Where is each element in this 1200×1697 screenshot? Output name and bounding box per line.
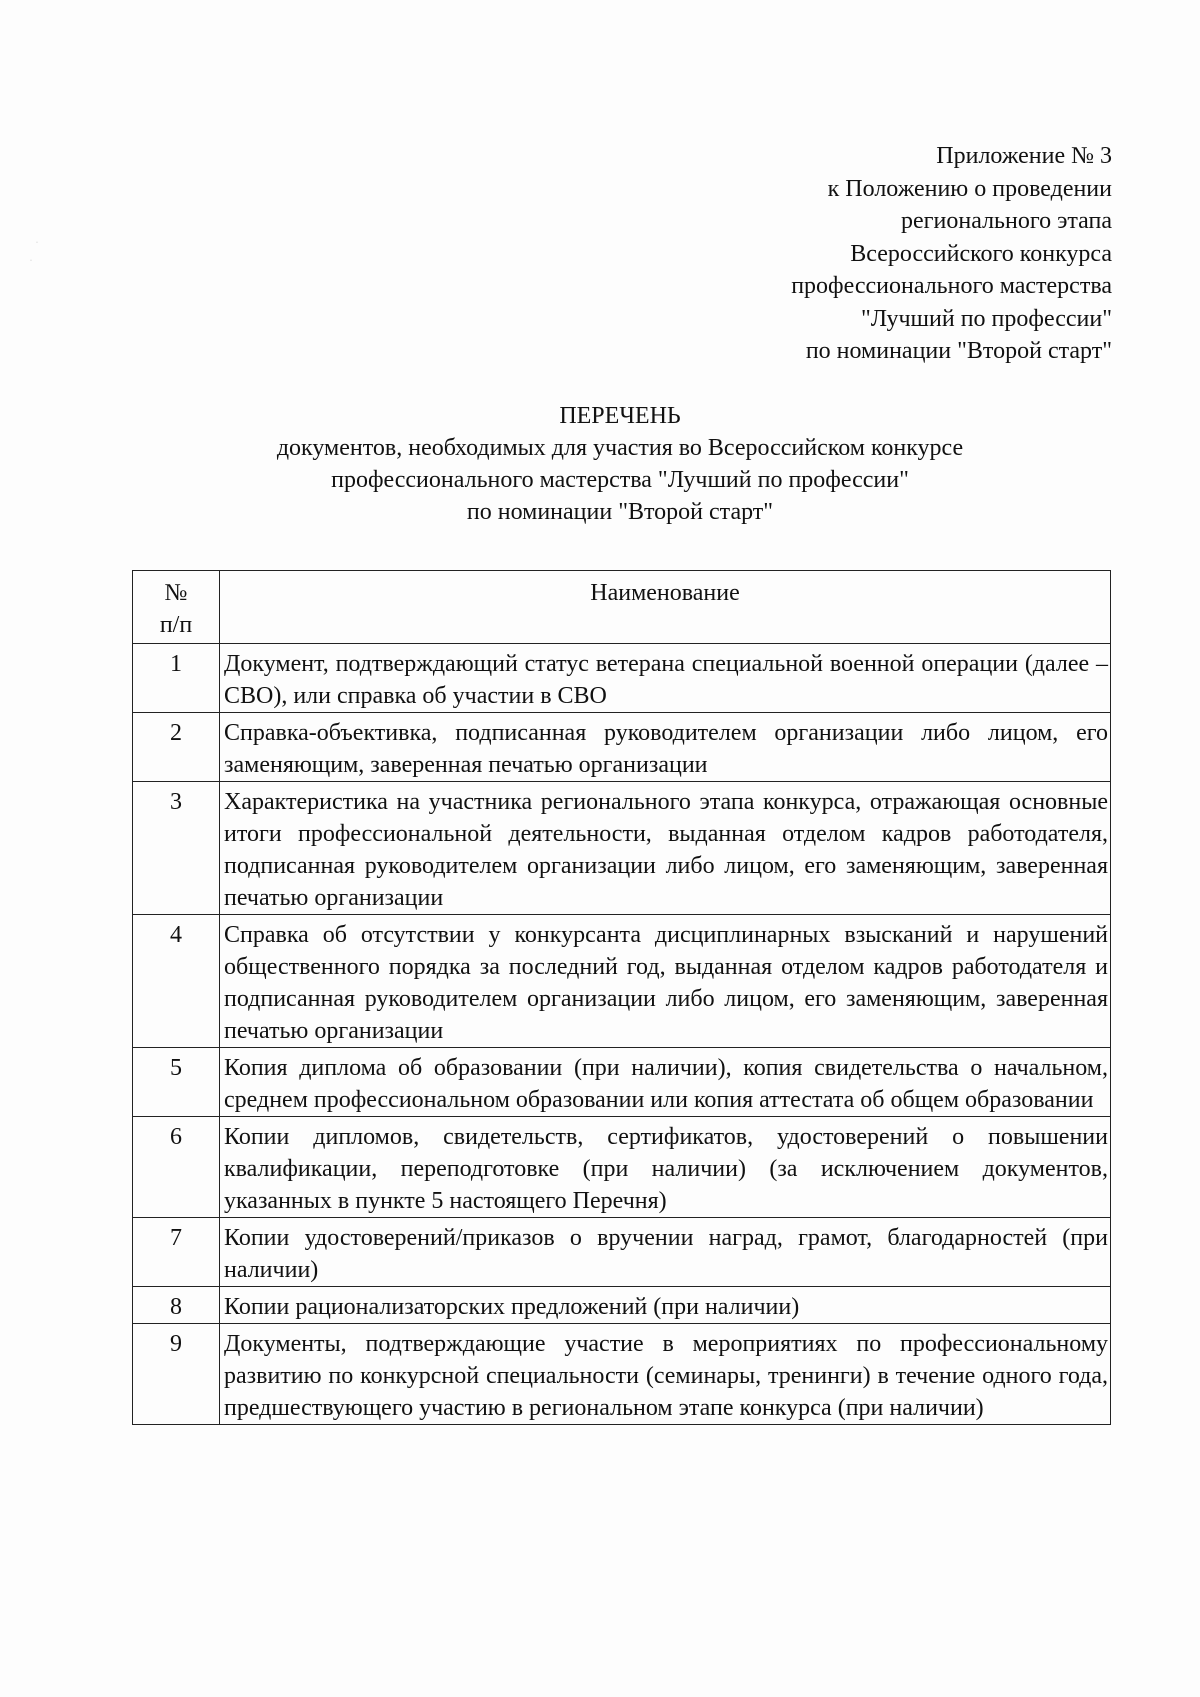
title-heading: ПЕРЕЧЕНЬ (559, 403, 681, 429)
header-name-cell: Наименование (220, 571, 1111, 644)
header-num-symbol: № (164, 580, 188, 606)
appendix-line: к Положению о проведении (827, 175, 1112, 202)
row-number: 3 (133, 782, 220, 915)
row-document-name: Копии удостоверений/приказов о вручении наград, грамот, благодарностей (при наличии) (220, 1218, 1111, 1287)
table-row (133, 782, 1111, 915)
appendix-line: Приложение № 3 (936, 143, 1112, 169)
row-document-name: Копии дипломов, свидетельств, сертификатов, удостоверений о повышении квалификации, переподготовке (при наличии) (за исключением документов, указанных в пункте 5 настоящего Перечня) (220, 1117, 1111, 1218)
appendix-line: профессионального мастерства (791, 273, 1112, 299)
row-number: 2 (133, 713, 220, 782)
row-document-name: Справка об отсутствии у конкурсанта дисциплинарных взысканий и нарушений общественного порядка за последний год, выданная отделом кадров работодателя и подписанная руководителем организации либо лицом, его заменяющим, заверенная печатью организации (220, 915, 1111, 1048)
table-header-row (133, 571, 1111, 644)
scan-speck: · (36, 240, 38, 246)
appendix-line: по номинации "Второй старт" (805, 338, 1112, 364)
appendix-line: регионального этапа (901, 208, 1112, 234)
row-number: 7 (133, 1218, 220, 1287)
row-document-name: Копии рационализаторских предложений (при наличии) (220, 1287, 1111, 1324)
document-title (130, 400, 1110, 528)
table-row (133, 1218, 1111, 1287)
appendix-line: Всероссийского конкурса (850, 240, 1112, 267)
table-row (133, 644, 1111, 713)
row-number: 8 (133, 1287, 220, 1324)
row-document-name: Справка-объективка, подписанная руководителем организации либо лицом, его заменяющим, заверенная печатью организации (220, 713, 1111, 782)
row-document-name: Копия диплома об образовании (при наличии), копия свидетельства о начальном, среднем профессиональном образовании или копия аттестата об общем образовании (220, 1048, 1111, 1117)
table-row (133, 1287, 1111, 1324)
table-row (133, 1117, 1111, 1218)
title-line: документов, необходимых для участия во Всероссийском конкурсе (276, 435, 964, 461)
row-document-name: Документ, подтверждающий статус ветерана специальной военной операции (далее – СВО), или справка об участии в СВО (220, 644, 1111, 713)
appendix-header (791, 140, 1112, 368)
table-row (133, 1324, 1111, 1425)
table-row (133, 1048, 1111, 1117)
table-row (133, 915, 1111, 1048)
documents-table (132, 570, 1111, 1425)
scan-speck: · (30, 258, 32, 264)
appendix-line: "Лучший по профессии" (861, 305, 1112, 332)
header-num-cell (133, 571, 220, 644)
title-line: профессионального мастерства "Лучший по профессии" (331, 467, 909, 493)
row-number: 1 (133, 644, 220, 713)
row-number: 6 (133, 1117, 220, 1218)
row-number: 4 (133, 915, 220, 1048)
row-document-name: Характеристика на участника регионального этапа конкурса, отражающая основные итоги профессиональной деятельности, выданная отделом кадров работодателя, подписанная руководителем организации либо лицом, его заменяющим, заверенная печатью организации (220, 782, 1111, 915)
row-number: 5 (133, 1048, 220, 1117)
row-document-name: Документы, подтверждающие участие в мероприятиях по профессиональному развитию по конкурсной специальности (семинары, тренинги) в течение одного года, предшествующего участию в региональном этапе конкурса (при наличии) (220, 1324, 1111, 1425)
header-num-abbr: п/п (159, 612, 193, 638)
row-number: 9 (133, 1324, 220, 1425)
title-line: по номинации "Второй старт" (466, 499, 774, 525)
table-row (133, 713, 1111, 782)
